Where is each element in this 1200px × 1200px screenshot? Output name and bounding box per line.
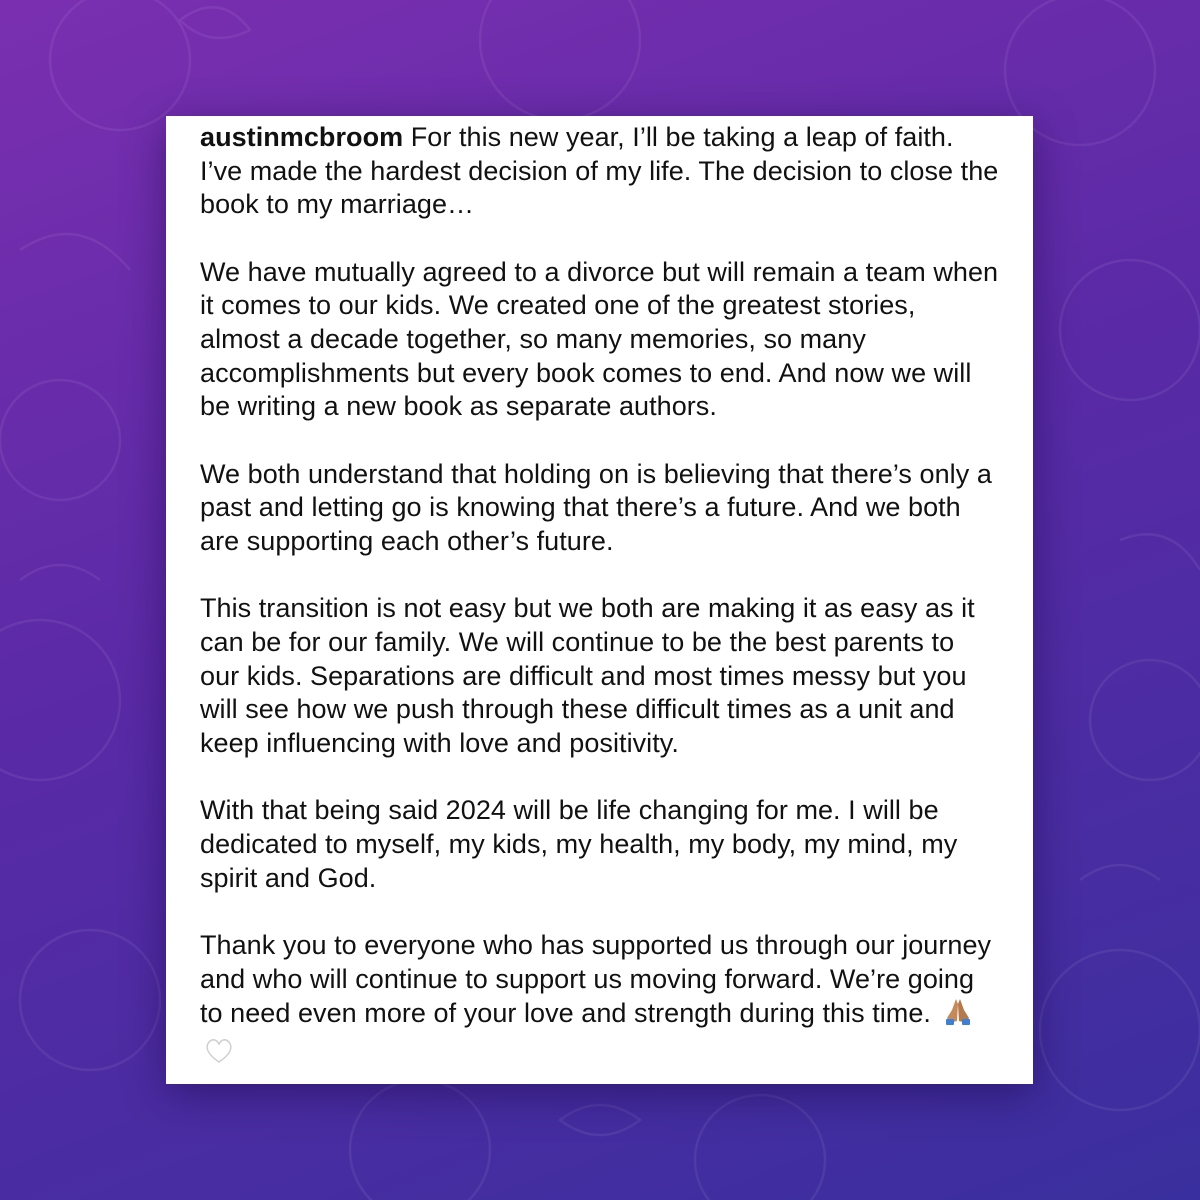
white-heart-icon [204,1035,234,1074]
paragraph-text: Thank you to everyone who has supported us through our journey and who will continue to support us moving forward. We’re going to need even more of your love and strength during this time. [200,929,992,1029]
username-link[interactable]: austinmcbroom [200,122,404,152]
caption-paragraph-4: This transition is not easy but we both are making it as easy as it can be for our family. We will continue to be the best parents to our kids. Separations are difficult and most times messy but you will see how we push through these difficult times as a unit and keep influencing with love and positivity. [200,593,975,759]
paragraph-text: For this new year, I’ll be taking a leap of faith. I’ve made the hardest decision of my life. The decision to close the book to my marriage… [200,122,999,220]
folded-hands-icon [943,996,973,1035]
caption-paragraph-5: With that being said 2024 will be life changing for me. I will be dedicated to myself, my kids, my health, my body, my mind, my spirit and God. [200,795,958,893]
caption-body [200,121,1000,1084]
caption-paragraph-1 [200,121,1000,222]
caption-paragraph-3: We both understand that holding on is believing that there’s only a past and letting go is knowing that there’s a future. And we both are supporting each other’s future. [200,458,992,557]
caption-paragraph-6 [200,929,1000,1074]
caption-paragraph-2: We have mutually agreed to a divorce but will remain a team when it comes to our kids. We created one of the greatest stories, almost a decade together, so many memories, so many accomplishments but every book comes to end. And now we will be writing a new book as separate authors. [200,256,999,422]
post-caption-card [166,116,1033,1084]
